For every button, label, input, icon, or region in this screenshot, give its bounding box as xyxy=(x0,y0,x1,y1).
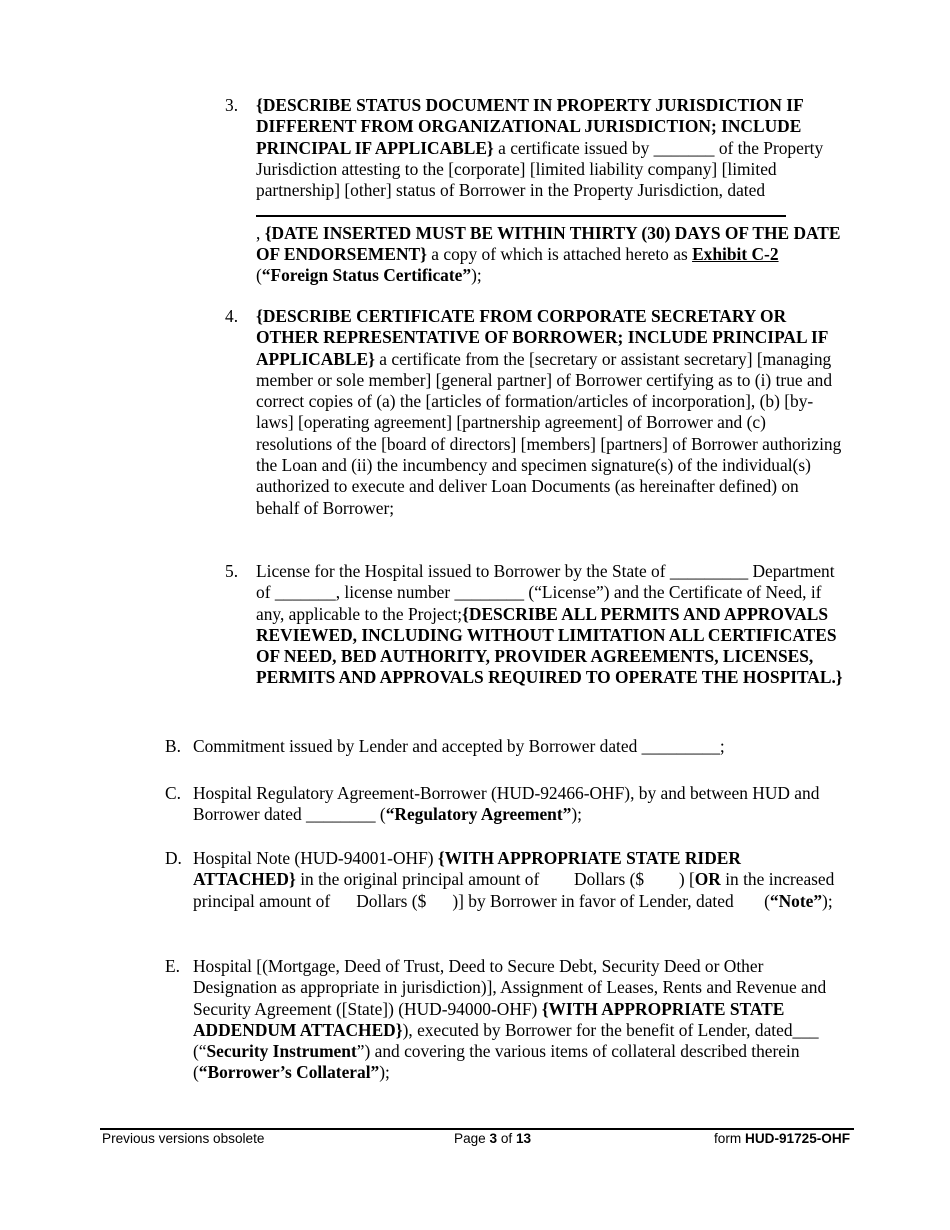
list-item-5 xyxy=(225,561,846,689)
item-d-body xyxy=(193,848,843,912)
body-text: ); xyxy=(822,890,833,911)
form-number: HUD-91725-OHF xyxy=(745,1131,850,1146)
body-text: ); xyxy=(379,1062,390,1083)
body-text: a certificate from the [secretary or assistant secretary] [managing member or sole member] [general partner] of Borrower certifying as to (i) true and correct copies of (a) the [articles of formation/articles of incorporation], (b) [by-laws] [operating agreement] [partnership agreement] of Borrower and (c) resolutions of the [board of directors] [members] [partners] of Borrower authorizing the Loan and (ii) the incumbency and specimen signature(s) of the individual(s) authorized to execute and deliver Loan Documents (as hereinafter defined) on behalf of Borrower; xyxy=(256,348,842,518)
body-text: Commitment issued by Lender and accepted by Borrower dated _________; xyxy=(193,736,725,756)
item-letter: E. xyxy=(165,956,180,976)
defined-term: “Foreign Status Certificate” xyxy=(261,265,472,286)
list-item-e xyxy=(165,956,843,1084)
body-text: License for the Hospital issued to Borrower by the State of _________ Department of _______, license number ________ (“License”) and the Certificate of Need, if any, applicable to the Project; xyxy=(256,561,835,624)
item-e-body xyxy=(193,956,843,1084)
defined-term: Security Instrument xyxy=(206,1041,357,1062)
item-5-body xyxy=(256,561,846,689)
list-item-4 xyxy=(225,306,846,519)
footer-previous-versions: Previous versions obsolete xyxy=(102,1131,265,1146)
footer-divider xyxy=(100,1128,854,1130)
item-number: 5. xyxy=(225,561,239,581)
current-page: 3 xyxy=(489,1131,498,1146)
instruction-text: {DESCRIBE STATUS DOCUMENT IN PROPERTY JURISDICTION IF DIFFERENT FROM ORGANIZATIONAL JURISDICTION; INCLUDE PRINCIPAL IF APPLICABLE} xyxy=(256,95,804,158)
total-pages: 13 xyxy=(515,1131,532,1146)
body-text: a certificate issued by _______ of the Property Jurisdiction attesting to the [corporate] [limited liability company] [limited partnership] [other] status of Borrower in the Property Jurisdiction, dated xyxy=(256,137,824,201)
item-letter: D. xyxy=(165,848,182,868)
item-3-body xyxy=(256,95,846,287)
body-text: , xyxy=(256,222,265,243)
instruction-text: {DESCRIBE ALL PERMITS AND APPROVALS REVIEWED, INCLUDING WITHOUT LIMITATION ALL CERTIFICATES OF NEED, BED AUTHORITY, PROVIDER AGREEMENTS, LICENSES, PERMITS AND APPROVALS REQUIRED TO OPERATE THE HOSPITAL.} xyxy=(256,603,843,688)
body-text: in the increased principal amount of Dollars ($ )] by Borrower in favor of Lender, dated ( xyxy=(193,869,839,911)
item-letter: C. xyxy=(165,783,181,803)
page-label: Page xyxy=(454,1131,490,1146)
body-text: ); xyxy=(471,265,482,286)
body-text: ); xyxy=(571,804,582,825)
body-text: in the original principal amount of Dollars ($ ) [ xyxy=(295,869,695,890)
body-text: Hospital [(Mortgage, Deed of Trust, Deed to Secure Debt, Security Deed or Other Designation as appropriate in jurisdiction)], Assignment of Leases, Rents and Revenue and Security Agreement ([State]) (HUD-94000-OHF) xyxy=(193,956,827,1019)
instruction-text: {DESCRIBE CERTIFICATE FROM CORPORATE SECRETARY OR OTHER REPRESENTATIVE OF BORROWER; INCLUDE PRINCIPAL IF APPLICABLE} xyxy=(256,306,828,369)
item-number: 4. xyxy=(225,306,239,326)
list-item-3 xyxy=(225,95,846,287)
body-text: Hospital Note (HUD-94001-OHF) xyxy=(193,848,438,868)
footer-page-number xyxy=(454,1131,531,1147)
item-letter: B. xyxy=(165,736,181,756)
defined-term: “Borrower’s Collateral” xyxy=(198,1062,380,1083)
item-number: 3. xyxy=(225,95,239,115)
body-text: ”) and covering the various items of collateral described therein ( xyxy=(193,1041,800,1083)
list-item-c xyxy=(165,783,843,826)
list-item-b xyxy=(165,736,843,757)
item-4-body xyxy=(256,306,846,519)
item-c-body xyxy=(193,783,843,826)
footer-form-id xyxy=(714,1131,850,1147)
blank-rule xyxy=(256,215,786,217)
instruction-text: {WITH APPROPRIATE STATE RIDER ATTACHED} xyxy=(193,848,745,890)
instruction-text: {WITH APPROPRIATE STATE ADDENDUM ATTACHED} xyxy=(193,998,785,1040)
instruction-text: {DATE INSERTED MUST BE WITHIN THIRTY (30) DAYS OF THE DATE OF ENDORSEMENT} xyxy=(256,222,841,265)
defined-term: “Note” xyxy=(769,890,823,911)
list-item-d xyxy=(165,848,843,912)
item-b-body xyxy=(193,736,843,757)
body-text: ( xyxy=(256,265,262,286)
body-text: Hospital Regulatory Agreement-Borrower (HUD-92466-OHF), by and between HUD and Borrower dated ________ ( xyxy=(193,783,820,825)
defined-term: “Regulatory Agreement” xyxy=(385,804,572,825)
body-text: ), executed by Borrower for the benefit of Lender, dated___ (“ xyxy=(193,1019,819,1062)
body-text: a copy of which is attached hereto as xyxy=(426,244,693,265)
page-of-label: of xyxy=(497,1131,516,1146)
or-keyword: OR xyxy=(694,869,721,890)
exhibit-reference: Exhibit C-2 xyxy=(692,244,779,265)
form-label: form xyxy=(714,1131,745,1146)
